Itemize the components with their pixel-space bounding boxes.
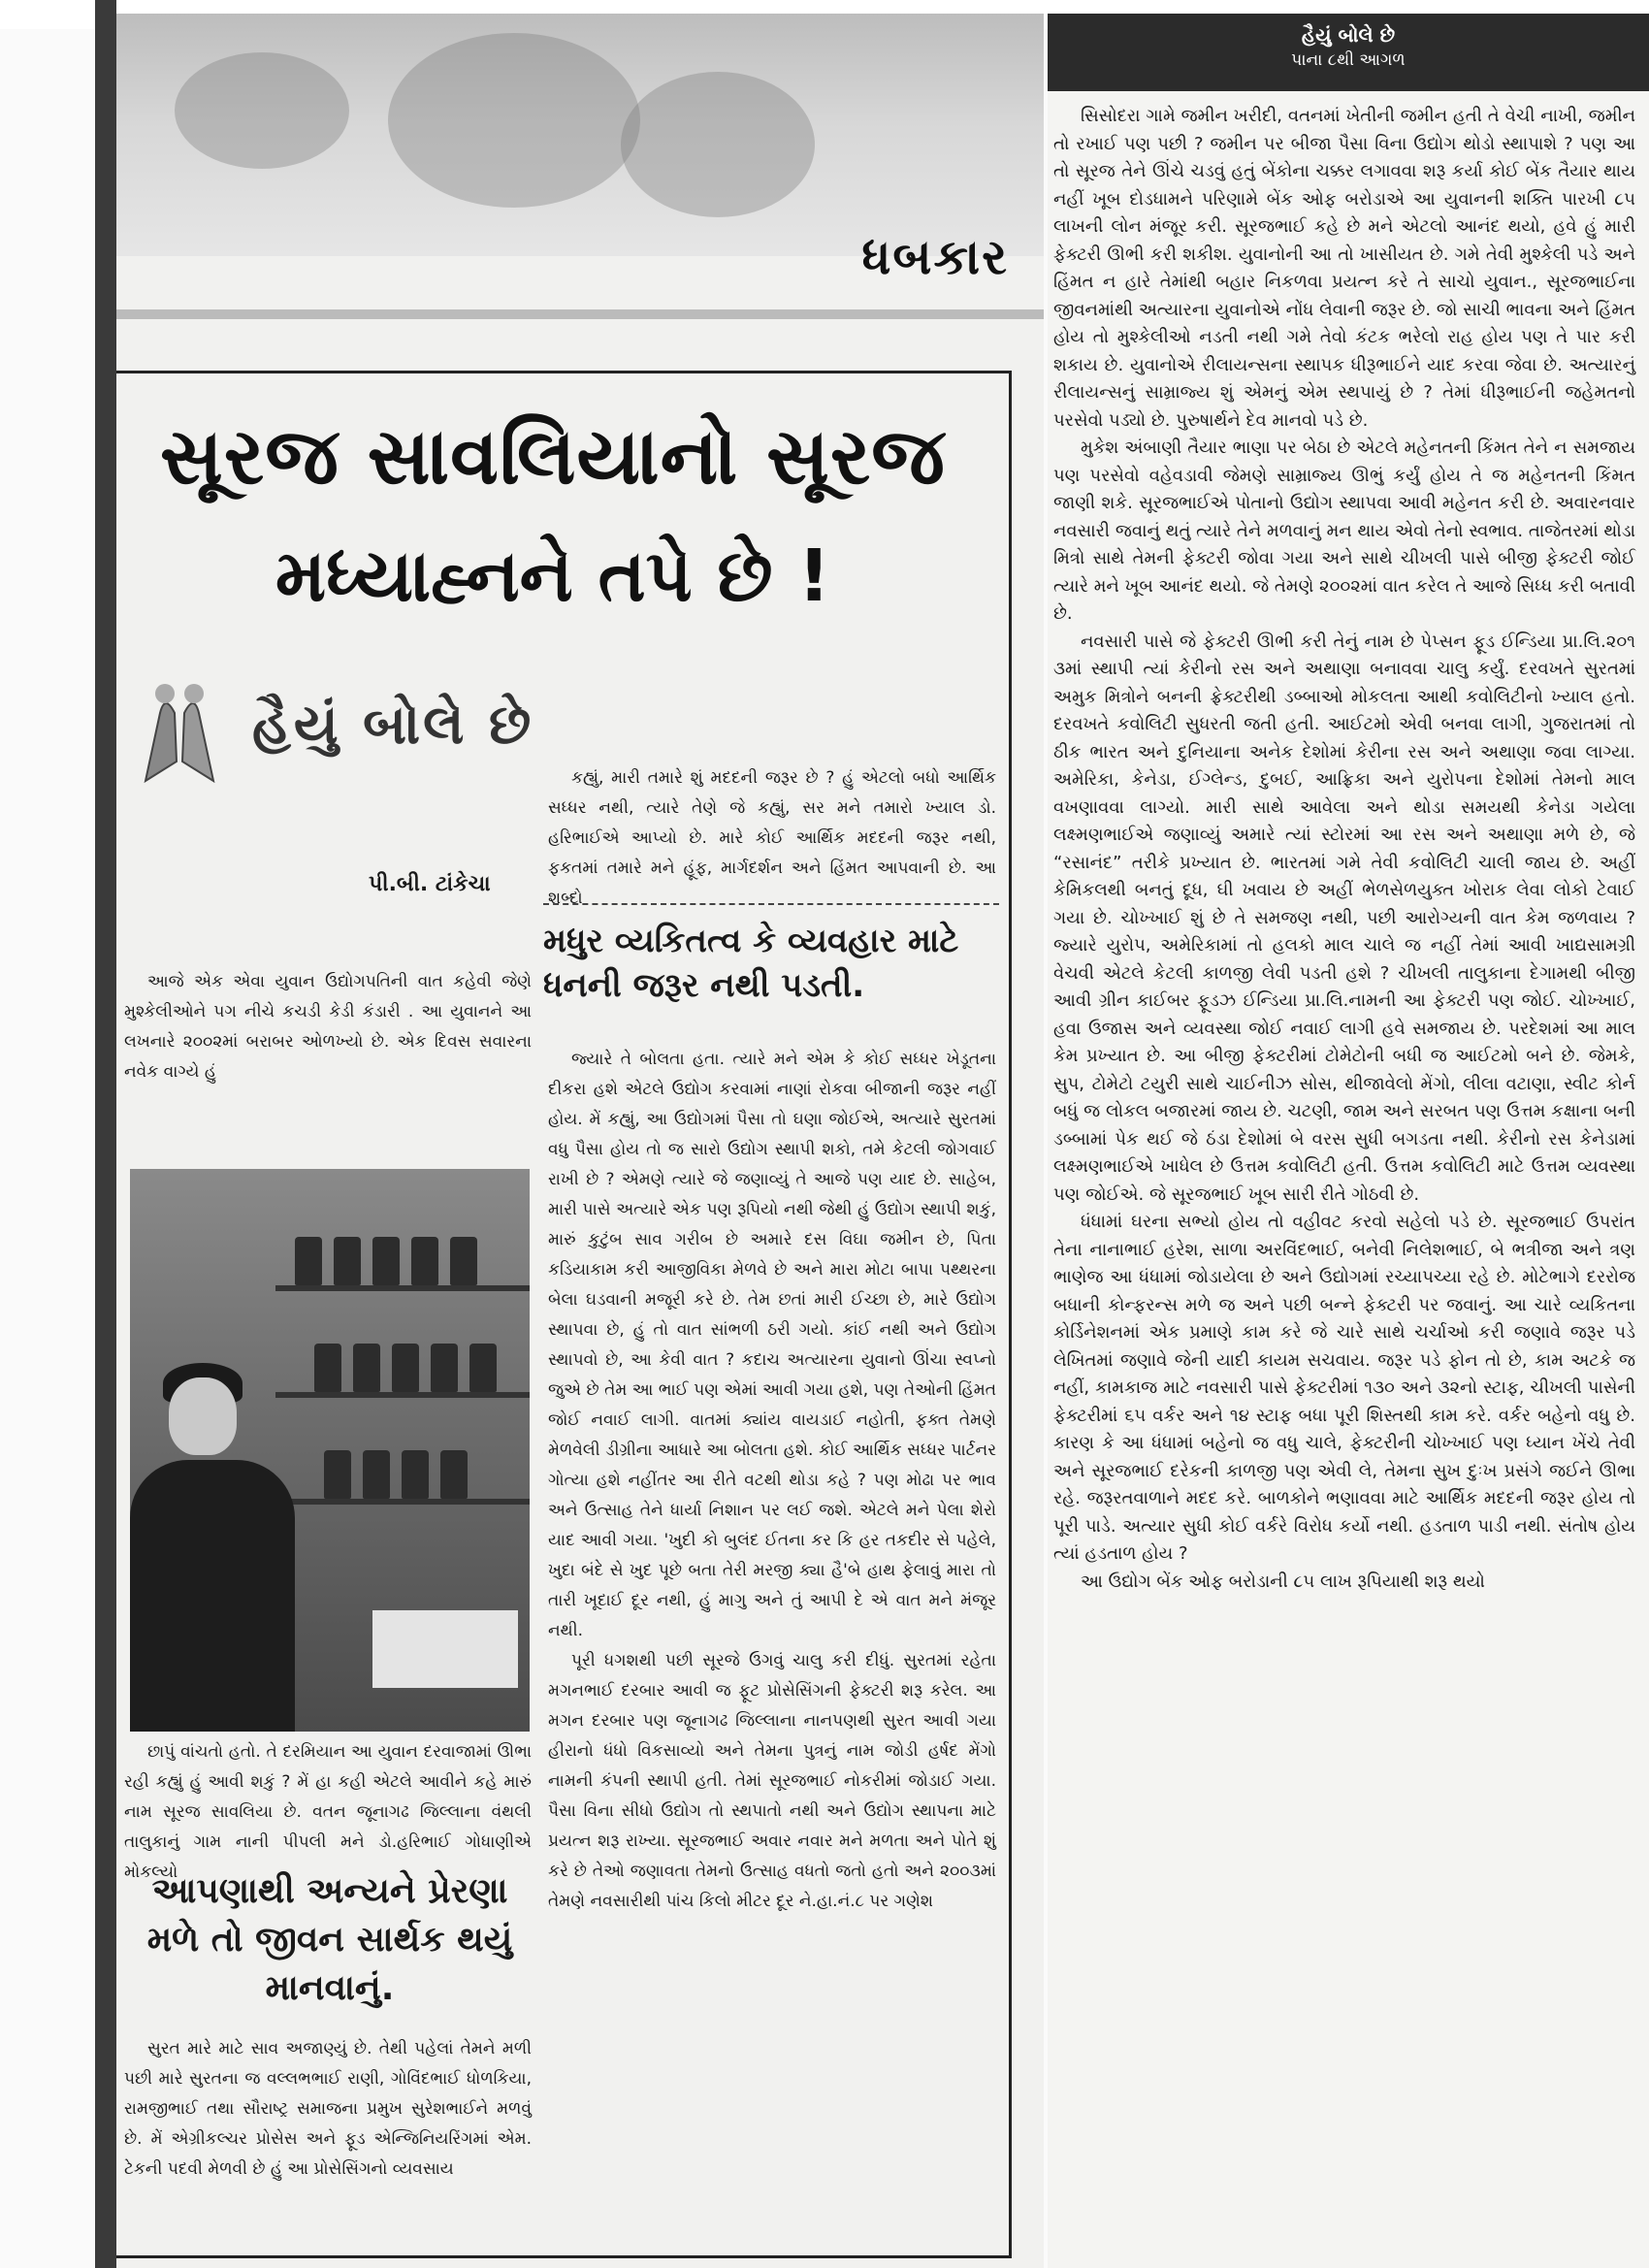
headline-line-2: મધ્યાહ્નને તપે છે ! — [275, 535, 831, 618]
article-clipping — [116, 14, 1044, 2268]
paragraph: સિસોદરા ગામે જમીન ખરીદી, વતનમાં ખેતીની જમીન હતી તે વેચી નાખી, જમીન તો રખાઈ પણ પછી ? જમીન પર બીજા પૈસા વિના ઉદ્યોગ થોડો સ્થાપાશે ? પણ આ તો સૂરજ તેને ઊંચે ચડવું હતું બેંકોના ચક્કર લગાવવા શરૂ કર્યા કોઈ બેંક તૈયાર થાય નહીં ખૂબ દોડધામને પરિણામે બેંક ઓફ બરોડાએ આ યુવાનની શક્તિ પારખી ૮૫ લાખની લોન મંજૂર કરી. સૂરજભાઈ કહે છે મને એટલો આનંદ થયો, હવે હું મારી ફેક્ટરી ઊભી કરી શકીશ. યુવાનોની આ તો ખાસીયત છે. ગમે તેવી મુશ્કેલી પડે અને હિંમત ન હારે તેમાંથી બહાર નિકળવા પ્રયત્ન કરે તે સાચો યુવાન., સૂરજભાઈના જીવનમાંથી અત્યારના યુવાનોએ નોંધ લેવાની જરૂર છે. જો સાચી ભાવના અને હિંમત હોય તો મુશ્કેલીઓ નડતી નથી ગમે તેવો કંટક ભરેલો રાહ હોય પણ તે પાર કરી શકાય છે. યુવાનોએ રીલાયન્સના સ્થાપક ધીરૂભાઈને યાદ કરવા જેવા છે. અત્યારનું રીલાયન્સનું સામ્રાજ્ય શું એમનું એમ સ્થપાયું છે ? તેમાં ધીરૂભાઈની જહેમતનો પરસેવો પડ્યો છે. પુરુષાર્થને દેવ માનવો પડે છે. — [1053, 106, 1635, 431]
paragraph: આ ઉદ્યોગ બેંક ઓફ બરોડાની ૮૫ લાખ રૂપિયાથી શરૂ થયો — [1081, 1571, 1485, 1592]
paragraph: આજે એક એવા યુવાન ઉદ્યોગપતિની વાત કહેવી જેણે મુશ્કેલીઓને પગ નીચે કચડી કેડી કંડારી . આ યુવાનને આ લખનારે ૨૦૦૨માં બરાબર ઓળખ્યો છે. એક દિવસ સવારના નવેક વાગ્યે હું — [124, 972, 532, 1082]
paragraph: ધંધામાં ઘરના સભ્યો હોય તો વહીવટ કરવો સહેલો પડે છે. સૂરજભાઈ ઉપરાંત તેના નાનાભાઈ હરેશ, સાળા અરવિંદભાઈ, બનેવી નિલેશભાઈ, બે ભત્રીજા અને ત્રણ ભાણેજ આ ધંધામાં જોડાયેલા છે અને ઉદ્યોગમાં રચ્યાપચ્યા રહે છે. મોટેભાગે દરરોજ બધાની કોન્ફરન્સ મળે જ અને પછી બન્ને ફેક્ટરી પર જવાનું. આ ચારે વ્યકિતના કોર્ડિનેશનમાં એક પ્રમાણે કામ કરે જે ચારે સાથે ચર્ચાઓ કરી જણાવે જરૂર પડે લેખિતમાં જણાવે જેની યાદી કાયમ સચવાય. જરૂર પડે ફોન તો છે, કામ અટકે જ નહીં, કામકાજ માટે નવસારી પાસે ફેક્ટરીમાં ૧૩૦ અને ૩૨નો સ્ટાફ, ચીખલી પાસેની ફેક્ટરીમાં ૬૫ વર્કર અને ૧૪ સ્ટાફ બધા પૂરી શિસ્તથી કામ કરે. વર્કર બહેનો વધુ છે. કારણ કે આ ધંધામાં બહેનો જ વધુ ચાલે, ફેક્ટરીની ચોખ્ખાઈ પણ ધ્યાન ખેંચે તેવી અને સૂરજભાઈ દરેકની કાળજી પણ એવી લે, તેમના સુખ દુઃખ પ્રસંગે જઈને ઊભા રહે. જરૂરતવાળાને મદદ કરે. બાળકોને ભણાવવા માટે આર્થિક મદદની જરૂર હોય તો પૂરી પાડે. અત્યાર સુધી કોઈ વર્કરે વિરોધ કર્યો નથી. હડતાળ પાડી નથી. સંતોષ હોય ત્યાં હડતાળ હોય ? — [1053, 1212, 1635, 1564]
left-column-mid — [124, 1737, 532, 1888]
paragraph: નવસારી પાસે જે ફેક્ટરી ઊભી કરી તેનું નામ છે પેપ્સન ફૂડ ઈન્ડિયા પ્રા.લિ.૨૦૧ ૩માં સ્થાપી ત્યાં કેરીનો રસ અને અથાણા બનાવવા ચાલુ કર્યું. દરવખતે સુરતમાં અમુક મિત્રોને બનની ફ્રેક્ટરીથી ડબ્બાઓ મોકલતા આથી કવોલિટીનો ખ્યાલ હતો. દરવખતે કવોલિટી સુધરતી જતી હતી. આઈટમો એવી બનવા લાગી, ગુજરાતમાં તો ઠીક ભારત અને દુનિયાના અનેક દેશોમાં કેરીના રસ અને અથાણા જવા લાગ્યા. અમેરિકા, કેનેડા, ઈગ્લેન્ડ, દુબઈ, આફ્રિકા અને યુરોપના દેશોમાં તેમનો માલ વખણાવવા લાગ્યો. મારી સાથે આવેલા અને થોડા સમયથી કેનેડા ગયેલા લક્ષ્મણભાઈએ જણાવ્યું અમારે ત્યાં સ્ટોરમાં આ રસ અને અથાણા મળે છે, જે “રસાનંદ” તરીકે પ્રખ્યાત છે. ભારતમાં ગમે તેવી કવોલિટી ચાલી જાય છે. અહીં કેમિકલથી બનતું દૂધ, ઘી ખવાય છે અહીં ભેળસેળયુક્ત ખોરાક લેવા લોકો ટેવાઈ ગયા છે. ચોખ્ખાઈ શું છે તે સમજણ નથી, પછી આરોગ્યની વાત કેમ જળવાય ? જ્યારે યુરોપ, અમેરિકામાં તો હલકો માલ ચાલે જ નહીં તેમાં આવી ખાદ્યસામગ્રી વેચવી એટલે કેટલી કાળજી લેવી પડતી હશે ? ચીખલી તાલુકાના દેગામથી બીજી આવી ગ્રીન કાઈબર ફૂડઝ ઈન્ડિયા પ્રા.લિ.નામની આ ફેક્ટરી પણ જોઈ. ચોખ્ખાઈ, હવા ઉજાસ અને વ્યવસ્થા જોઈ નવાઈ લાગી હવે સમજાય છે. પરદેશમાં આ માલ કેમ પ્રખ્યાત છે. આ બીજી ફેક્ટરીમાં ટોમેટોની બધી જ આઈટમો બને છે. જેમકે, સુપ, ટોમેટો ટયુરી સાથે ચાઈનીઝ સોસ, થીજાવેલો મેંગો, લીલા વટાણા, સ્વીટ કોર્ન બધું જ લોકલ બજારમાં જાય છે. ચટણી, જામ અને સરબત પણ ઉત્તમ કક્ષાના બની ડબ્બામાં પેક થઈ જે ઠંડા દેશોમાં બે વરસ સુધી બગડતા નથી. કેરીનો રસ કેનેડામાં લક્ષ્મણભાઈએ ખાધેલ છે ઉત્તમ કવોલિટી હતી. ઉત્તમ કવોલિટી માટે ઉત્તમ વ્યવસ્થા પણ જોઈએ. જે સૂરજભાઈ ખૂબ સારી રીતે ગોઠવી છે. — [1053, 631, 1635, 1205]
left-column-end — [124, 2034, 532, 2185]
headline — [116, 408, 989, 633]
pull-quote-2: આપણાથી અન્યને પ્રેરણા મળે તો જીવન સાર્થક થયું માનવાનું. — [146, 1871, 513, 2008]
continuation-subtitle: પાના ૮થી આગળ — [1291, 50, 1406, 70]
section-rule — [116, 309, 1044, 319]
header-photo — [116, 14, 1044, 256]
section-label: ધબકાર — [861, 229, 1009, 285]
paragraph: કહ્યું, મારી તમારે શું મદદની જરૂર છે ? હું એટલો બધો આર્થિક સધ્ધર નથી, ત્યારે તેણે જે કહ્યું, સર મને તમારો ખ્યાલ ડો. હરિભાઈએ આપ્યો છે. મારે કોઈ આર્થિક મદદની જરૂર નથી, ફકતમાં તમારે મને હૂંફ, માર્ગદર્શન અને હિંમત આપવાની છે. આ શબ્દો — [548, 768, 996, 908]
left-column-intro — [124, 967, 532, 1087]
paragraph: છાપું વાંચતો હતો. તે દરમિયાન આ યુવાન દરવાજામાં ઊભા રહી કહ્યું હું આવી શકું ? મેં હા કહી એટલે આવીને કહે મારું નામ સૂરજ સાવલિયા છે. વતન જૂનાગઢ જિલ્લાના વંથલી તાલુકાનું ગામ નાની પીપલી મને ડો.હરિભાઈ ગોધાણીએ મોકલ્યો — [124, 1742, 532, 1882]
article-frame — [116, 371, 1012, 2258]
paragraph: પૂરી ધગશથી પછી સૂરજે ઉગવું ચાલુ કરી દીધું. સુરતમાં રહેતા મગનભાઈ દરબાર આવી જ ફૂટ પ્રોસેસિંગની ફેક્ટરી શરૂ કરેલ. આ મગન દરબાર પણ જૂનાગઢ જિલ્લાના નાનપણથી સુરત આવી ગયા હીરાનો ધંધો વિકસાવ્યો અને તેમના પુત્રનું નામ જોડી હર્ષદ મેંગો નામની કંપની સ્થાપી હતી. તેમાં સૂરજભાઈ નોકરીમાં જોડાઈ ગયા. પૈસા વિના સીધો ઉદ્યોગ તો સ્થપાતો નથી અને ઉદ્યોગ સ્થાપના માટે પ્રયત્ન શરૂ રાખ્યા. સૂરજભાઈ અવાર નવાર મને મળતા અને પોતે શું કરે છે તેઓ જણાવતા તેમનો ઉત્સાહ વધતો જતો હતો અને ૨૦૦૩માં તેમણે નવસારીથી પાંચ કિલો મીટર દૂર ને.હા.નં.૮ પર ગણેશ — [548, 1651, 996, 1911]
pull-quote-1: મધુર વ્યકિતત્વ કે વ્યવહાર માટે ધનની જરૂર નથી પડતી. — [543, 903, 999, 1008]
portrait-photo — [130, 1169, 530, 1732]
folded-hands-icon — [116, 674, 242, 791]
continuation-clipping — [1048, 14, 1649, 2268]
headline-line-1: સૂરજ સાવલિયાનો સૂરજ — [160, 411, 946, 502]
byline: પી.બી. ટાંકેચા — [369, 872, 491, 896]
column-title: હૈયું બોલે છે — [252, 694, 534, 757]
paragraph: સુરત મારે માટે સાવ અજાણ્યું છે. તેથી પહેલાં તેમને મળી પછી મારે સુરતના જ વલ્લભભાઈ રાણી, ગોવિંદભાઈ ધોળકિયા, રામજીભાઈ તથા સૌરાષ્ટ્ર સમાજના પ્રમુખ સુરેશભાઈને મળવું છે. મેં એગ્રીકલ્ચર પ્રોસેસ અને ફૂડ એન્જિનિયરિંગમાં એમ. ટેકની પદવી મેળવી છે હું આ પ્રોસેસિંગનો વ્યવસાય — [124, 2039, 532, 2179]
continuation-title: હૈયું બોલે છે — [1301, 23, 1396, 47]
continuation-body — [1053, 103, 1635, 1596]
right-column-top — [548, 763, 996, 914]
paragraph: જ્યારે તે બોલતા હતા. ત્યારે મને એમ કે કોઈ સધ્ધર ખેડૂતના દીકરા હશે એટલે ઉદ્યોગ કરવામાં નાણાં રોકવા બીજાની જરૂર નહીં હોય. મેં કહ્યું, આ ઉદ્યોગમાં પૈસા તો ઘણા જોઈએ, અત્યારે સુરતમાં વધુ પૈસા હોય તો જ સારો ઉદ્યોગ સ્થાપી શકો, તમે કેટલી જોગવાઈ રાખી છે ? એમણે ત્યારે જે જણાવ્યું તે આજે પણ યાદ છે. સાહેબ, મારી પાસે અત્યારે એક પણ રૂપિયો નથી જેથી હું ઉદ્યોગ સ્થાપી શકું, મારું કુટુંબ સાવ ગરીબ છે અમારે દસ વિઘા જમીન છે, પિતા કડિયાકામ કરી આજીવિકા મેળવે છે અને મારા મોટા બાપા પથ્થરના બેલા ઘડવાની મજૂરી કરે છે. તેમ છતાં મારી ઈચ્છા છે, મારે ઉદ્યોગ સ્થાપવા છે, હું તો વાત સાંભળી ઠરી ગયો. કાંઈ નથી અને ઉદ્યોગ સ્થાપવો છે, આ કેવી વાત ? કદાચ અત્યારના યુવાનો ઊંચા સ્વપ્નો જુએ છે તેમ આ ભાઈ પણ એમાં આવી ગયા હશે, પણ તેઓની હિંમત જોઈ નવાઈ લાગી. વાતમાં ક્યાંય વાયડાઈ નહોતી, ફક્ત તેમણે મેળવેલી ડીગ્રીના આધારે આ બોલતા હશે. કોઈ આર્થિક સધ્ધર પાર્ટનર ગોત્યા હશે નહીંતર આ રીતે વટથી થોડા કહે ? પણ મોઢા પર ભાવ અને ઉત્સાહ તેને ધાર્યા નિશાન પર લઈ જશે. એટલે મને પેલા શેરો યાદ આવી ગયા. 'ખુદી કો બુલંદ ઈતના કર કિ હર તકદીર સે પહેલે, ખુદા બંદે સે ખુદ પૂછે બતા તેરી મરજી ક્યા હૈ'બે હાથ ફેલાવું મારા તો તારી ખૂદાઈ દૂર નથી, હું માગુ અને તું આપી દે એ વાત મને મંજૂર નથી. — [548, 1050, 996, 1640]
paragraph: મુકેશ અંબાણી તૈયાર ભાણા પર બેઠા છે એટલે મહેનતની કિંમત તેને ન સમજાય પણ પરસેવો વહેવડાવી જેમણે સામ્રાજ્ય ઊભું કર્યું હોય તે જ મહેનતની કિંમત જાણી શકે. સૂરજભાઈએ પોતાનો ઉદ્યોગ સ્થાપવા આવી મહેનત કરી છે. અવારનવાર નવસારી જવાનું થતું ત્યારે તેને મળવાનું મન થાય એવો તેનો સ્વભાવ. તાજેતરમાં થોડા મિત્રો સાથે તેમની ફેક્ટરી જોવા ગયા અને સાથે ચીખલી પાસે બીજી ફેક્ટરી જોઈ ત્યારે મને ખૂબ આનંદ થયો. જે તેમણે ૨૦૦૨માં વાત કરેલ તે આજે સિધ્ધ કરી બતાવી છે. — [1053, 437, 1635, 624]
right-column-body — [548, 1045, 996, 1917]
scan-gutter-bar — [95, 0, 116, 2268]
continuation-header — [1048, 14, 1649, 91]
